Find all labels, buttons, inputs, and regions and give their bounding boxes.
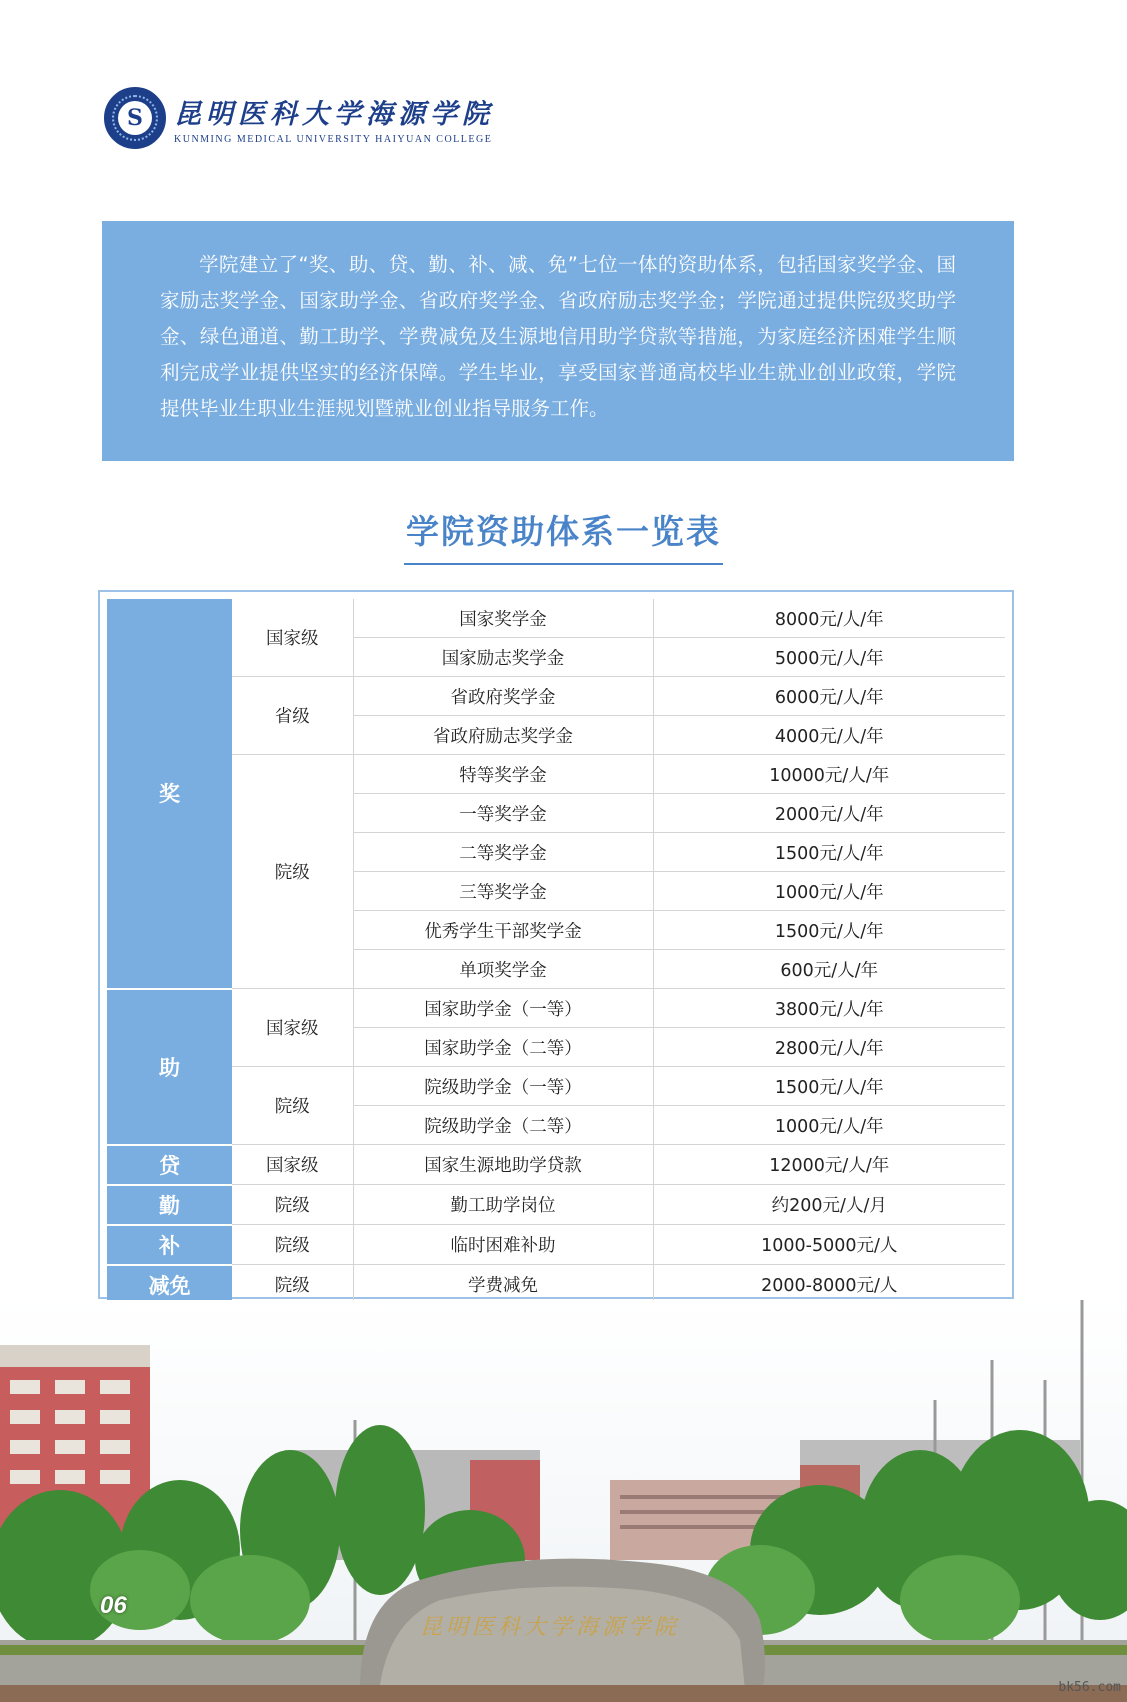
amount-cell: 600元/人/年 [653,950,1005,989]
college-seal-icon: S [104,87,166,149]
level-cell: 院级 [274,1275,310,1296]
college-logo [104,86,494,150]
intro-box [102,221,1014,461]
college-name-en: KUNMING MEDICAL UNIVERSITY HAIYUAN COLLEGE [174,133,493,145]
amount-cell: 2800元/人/年 [653,1028,1005,1067]
amount-cell: 约200元/人/月 [653,1185,1005,1225]
category-qin: 勤 [107,1185,232,1225]
page-number: 06 [100,1592,127,1619]
amount-cell: 1500元/人/年 [653,911,1005,950]
level-cell: 院级 [232,1185,353,1225]
item-cell: 勤工助学岗位 [353,1185,653,1225]
level-cell: 院级 [232,1067,353,1145]
table-row [107,599,1005,638]
table-row [107,1067,1005,1106]
level-cell: 院级 [232,1225,353,1265]
amount-cell: 3800元/人/年 [653,989,1005,1028]
item-cell: 临时困难补助 [353,1225,653,1265]
amount-cell: 4000元/人/年 [653,716,1005,755]
table-row [107,1265,1005,1304]
item-cell: 国家助学金（二等） [353,1028,653,1067]
table-row [107,1225,1005,1265]
intro-paragraph: 学院建立了“奖、助、贷、勤、补、减、免”七位一体的资助体系，包括国家奖学金、国家励志奖学金、国家助学金、省政府奖学金、省政府励志奖学金；学院通过提供院级奖助学金、绿色通道、勤工助学、学费减免及生源地信用助学贷款等措施，为家庭经济困难学生顺利完成学业提供坚实的经济保障。学生毕业，享受国家普通高校毕业生就业创业政策，学院提供毕业生职业生涯规划暨就业创业指导服务工作。 [160,253,956,420]
amount-cell: 8000元/人/年 [653,599,1005,638]
watermark: bk56.com [1058,1680,1121,1695]
amount-cell: 1500元/人/年 [653,1067,1005,1106]
category-jiang: 奖 [107,599,232,989]
item-cell: 优秀学生干部奖学金 [353,911,653,950]
item-cell: 特等奖学金 [353,755,653,794]
item-cell: 一等奖学金 [353,794,653,833]
amount-cell: 2000元/人/年 [653,794,1005,833]
item-cell: 国家生源地助学贷款 [353,1145,653,1185]
item-cell: 国家助学金（一等） [353,989,653,1028]
campus-photo [0,1300,1127,1702]
item-cell: 院级助学金（一等） [353,1067,653,1106]
item-cell: 二等奖学金 [353,833,653,872]
category-jianmian: 减免 [107,1265,232,1304]
amount-cell: 1000元/人/年 [653,872,1005,911]
amount-cell: 10000元/人/年 [653,755,1005,794]
college-name-cn: 昆明医科大学海源学院 [174,98,494,130]
amount-cell: 6000元/人/年 [653,677,1005,716]
level-cell: 国家级 [232,989,353,1067]
item-cell: 国家励志奖学金 [353,638,653,677]
amount-cell: 1000元/人/年 [653,1106,1005,1145]
table-row [107,677,1005,716]
table-title-text: 学院资助体系一览表 [404,506,723,565]
item-cell: 国家奖学金 [353,599,653,638]
table-row [107,989,1005,1028]
category-zhu: 助 [107,989,232,1145]
table-row [107,1145,1005,1185]
item-cell: 省政府奖学金 [353,677,653,716]
amount-cell: 1500元/人/年 [653,833,1005,872]
level-cell: 国家级 [232,599,353,677]
amount-cell: 5000元/人/年 [653,638,1005,677]
level-cell: 省级 [232,677,353,755]
table-row [107,1185,1005,1225]
category-bu: 补 [107,1225,232,1265]
item-cell: 单项奖学金 [353,950,653,989]
level-cell: 院级 [232,755,353,989]
item-cell: 院级助学金（二等） [353,1106,653,1145]
amount-cell: 1000-5000元/人 [653,1225,1005,1265]
item-cell: 三等奖学金 [353,872,653,911]
category-dai: 贷 [107,1145,232,1185]
funding-table [98,590,1014,1299]
amount-cell: 2000-8000元/人 [653,1265,1005,1304]
item-cell: 省政府励志奖学金 [353,716,653,755]
table-title [0,506,1127,565]
level-cell: 国家级 [232,1145,353,1185]
item-cell: 学费减免 [353,1265,653,1304]
rock-inscription: 昆明医科大学海源学院 [420,1615,681,1640]
table-row [107,755,1005,794]
amount-cell: 12000元/人/年 [653,1145,1005,1185]
